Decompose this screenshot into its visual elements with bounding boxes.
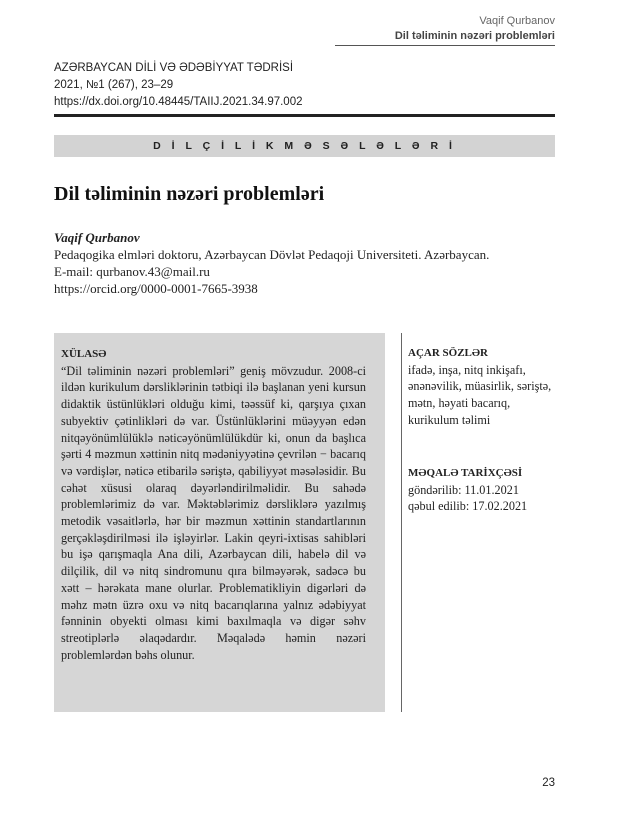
author-orcid[interactable]: https://orcid.org/0000-0001-7665-3938 — [54, 281, 258, 296]
running-header-title: Dil təliminin nəzəri problemləri — [394, 30, 555, 42]
journal-divider — [54, 114, 555, 117]
author-name: Vaqif Qurbanov — [54, 230, 140, 245]
author-block — [54, 229, 489, 297]
abstract-heading: XÜLASƏ — [61, 348, 107, 360]
section-label: D İ L Ç İ L İ K M Ə S Ə L Ə L Ə R İ — [153, 140, 456, 152]
history-heading: MƏQALƏ TARİXÇƏSİ — [408, 467, 523, 479]
keywords-text: ifadə, inşa, nitq inkişafı, ənənəvilik, müasirlik, səriştə, mətn, həyati bacarıq, kurikulum təlimi — [408, 362, 552, 427]
history-accepted: qəbul edilib: 17.02.2021 — [408, 499, 528, 514]
page-number: 23 — [542, 777, 555, 789]
running-header-rule — [335, 45, 555, 46]
keywords-block — [408, 345, 558, 429]
running-header-author: Vaqif Qurbanov — [479, 15, 555, 27]
journal-name: AZƏRBAYCAN DİLİ VƏ ƏDƏBİYYAT TƏDRİSİ — [54, 62, 294, 74]
abstract-text: “Dil təliminin nəzəri problemləri” geniş mövzudur. 2008-ci ildən kurikulum dərsliklərinin tətbiqi ilə başlanan yeni kursun didaktik üstünlükləri olduğu kimi, təəssüf ki, qarşıya çıxan subyektiv çətinlikləri də var. Üstünlüklərini müəyyən edən nitqəyönümlülüklə nəticəyönümlülükdür ki, onun da başlıca şərti 4 məzmun xəttinin nitq mədəniyyətinə çevrilən − bacarıq və vərdişlər, nəticə etibarilə səriştə, qabiliyyət məsələsidir. Bu cəhət xüsusi olaraq dəyərləndirilməlidir. Bu sahədə problemlərimiz də var. Məktəblərimiz dərsliklərə yazılmış metodik vəsaitlərlə, hər bir məzmun xəttinin standartlarının gerçəkləşdirilməsi ilə işləyirlər. Lakin qeyri-ixtisas sahibləri bu işə qarışmaqla Ana dili, Azərbaycan dili, habelə dil və dilçilik, dil və nitq sindromunu qıra bilməyərək, sadəcə bu xətt – hərəkata mane olurlar. Problematikliyin digərləri də məhz mətn üzrə oxu və nitq bacarıqlarına yalnız ədəbiyyat fənninin obyekti olması kimi baxılmaqla və digər səhv streotiplərlə əlaqədardır. Məqalədə həmin nəzəri problemlərdən bəhs olunur. — [61, 363, 366, 662]
author-email[interactable]: E-mail: qurbanov.43@mail.ru — [54, 264, 210, 279]
abstract-box — [54, 333, 385, 712]
section-banner — [54, 135, 555, 157]
journal-info — [54, 60, 303, 111]
keywords-heading: AÇAR SÖZLƏR — [408, 347, 488, 359]
author-affiliation: Pedaqogika elmləri doktoru, Azərbaycan Dövlət Pedaqoji Universiteti. Azərbaycan. — [54, 247, 490, 262]
journal-issue: 2021, №1 (267), 23–29 — [54, 79, 174, 91]
history-block — [408, 465, 558, 515]
article-title: Dil təliminin nəzəri problemləri — [54, 183, 325, 205]
history-submitted: göndərilib: 11.01.2021 — [408, 482, 519, 497]
journal-doi[interactable]: https://dx.doi.org/10.48445/TAIIJ.2021.34.97.002 — [54, 96, 303, 108]
sidebar-divider — [401, 333, 402, 712]
